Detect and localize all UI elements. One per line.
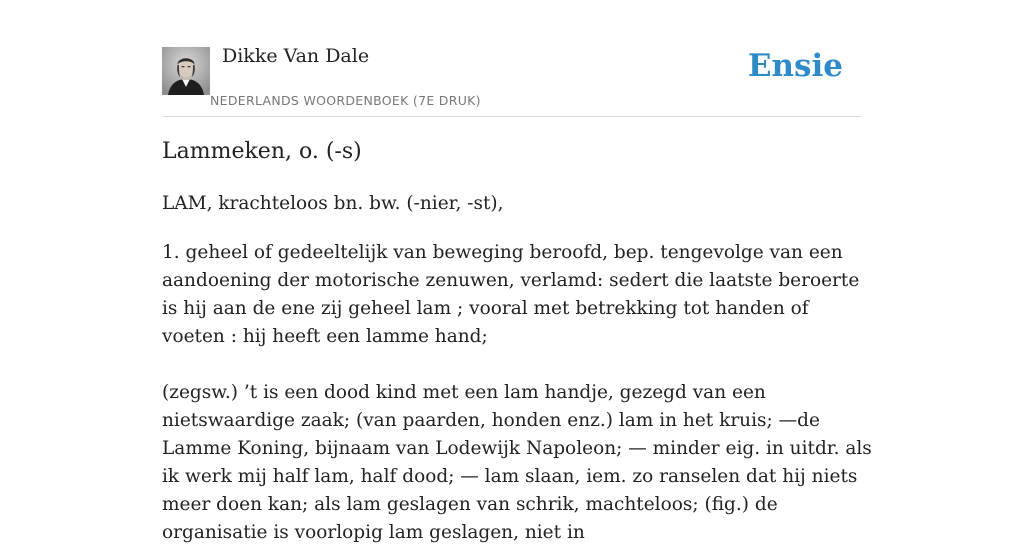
definition-paragraph-1: 1. geheel of gedeeltelijk van beweging beroofd, bep. tengevolge van een aandoening der motorische zenuwen, verlamd: sedert die laatste beroerte is hij aan de ene zij geheel lam ; vooral met betrekking tot handen of voeten : hij heeft een lamme hand;: [162, 242, 860, 347]
page-title: Lammeken, o. (-s): [162, 139, 362, 164]
definition-paragraph-2: (zegsw.) ’t is een dood kind met een lam handje, gezegd van een nietswaardige zaak; (van paarden, honden enz.) lam in het kruis; —de Lamme Koning, bijnaam van Lodewijk Napoleon; — minder eig. in uitdr. als ik werk mij half lam, half dood; — lam slaan, iem. zo ranselen dat hij niets meer doen kan; als lam geslagen van schrik, machteloos; (fig.) de organisatie is voorlopig lam geslagen, niet in: [162, 382, 872, 543]
author-name[interactable]: Dikke Van Dale: [222, 45, 370, 67]
entry-subhead: LAM, krachteloos bn. bw. (-nier, -st),: [162, 193, 504, 214]
header: [162, 0, 862, 117]
avatar[interactable]: [162, 47, 210, 95]
portrait-photo-icon: [162, 47, 210, 95]
source-label[interactable]: NEDERLANDS WOORDENBOEK (7E DRUK): [210, 93, 481, 108]
brand-logo[interactable]: Ensie: [747, 48, 843, 84]
